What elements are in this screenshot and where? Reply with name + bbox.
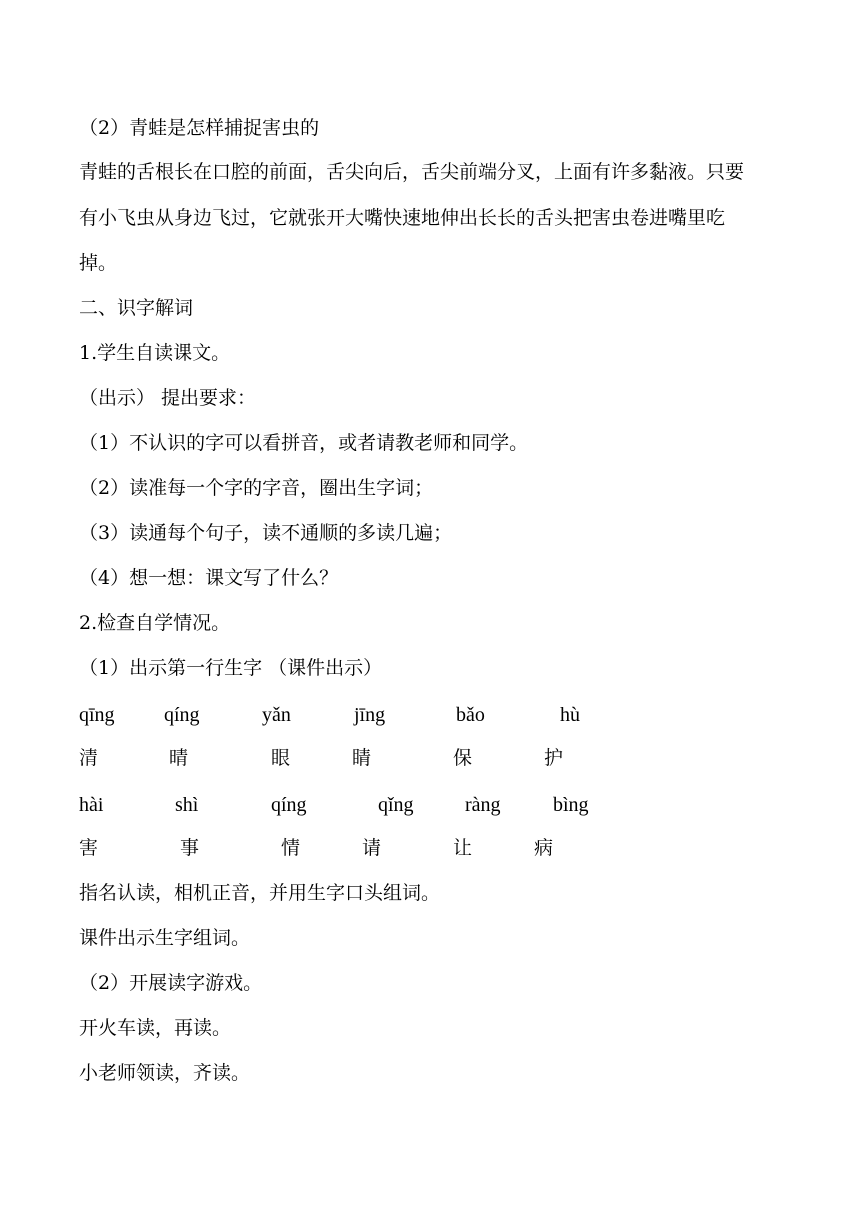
- pinyin-cell: ràng: [465, 794, 501, 816]
- instruction-read-by-name: 指名认读，相机正音，并用生字口头组词。: [79, 882, 441, 904]
- pinyin-cell: yǎn: [262, 704, 291, 726]
- character-cell: 护: [544, 747, 564, 769]
- pinyin-cell: qīng: [79, 704, 115, 726]
- character-cell: 眼: [271, 747, 291, 769]
- character-cell: 睛: [352, 747, 372, 769]
- instruction-train-reading: 开火车读，再读。: [79, 1017, 232, 1039]
- character-cell: 害: [79, 837, 99, 859]
- pinyin-cell: hài: [79, 794, 104, 816]
- character-cell: 请: [362, 837, 382, 859]
- instruction-reading-game: （2）开展读字游戏。: [79, 972, 263, 994]
- character-cell: 晴: [169, 747, 189, 769]
- paragraph-line-2: 有小飞虫从身边飞过，它就张开大嘴快速地伸出长长的舌头把害虫卷进嘴里吃: [79, 207, 726, 229]
- pinyin-cell: qǐng: [378, 794, 414, 816]
- pinyin-cell: qíng: [164, 704, 200, 726]
- step-self-reading: 1.学生自读课文。: [79, 342, 231, 364]
- requirement-4: （4）想一想：课文写了什么？: [79, 567, 339, 589]
- paragraph-line-1: 青蛙的舌根长在口腔的前面，舌尖向后，舌尖前端分叉，上面有许多黏液。只要: [79, 161, 745, 183]
- step-check-self-study: 2.检查自学情况。: [79, 612, 231, 634]
- pinyin-cell: qíng: [271, 794, 307, 816]
- paragraph-line-3: 掉。: [79, 252, 118, 274]
- character-cell: 保: [453, 747, 473, 769]
- show-requirements: （出示） 提出要求：: [79, 387, 257, 409]
- show-first-row: （1）出示第一行生字 （课件出示）: [79, 657, 383, 679]
- requirement-3: （3）读通每个句子，读不通顺的多读几遍；: [79, 522, 453, 544]
- pinyin-cell: bìng: [553, 794, 589, 816]
- requirement-1: （1）不认识的字可以看拼音，或者请教老师和同学。: [79, 432, 529, 454]
- character-cell: 情: [281, 837, 301, 859]
- instruction-courseware: 课件出示生字组词。: [79, 927, 251, 949]
- requirement-2: （2）读准每一个字的字音，圈出生字词；: [79, 477, 434, 499]
- pinyin-cell: jīng: [354, 704, 386, 726]
- instruction-teacher-led: 小老师领读，齐读。: [79, 1062, 251, 1084]
- pinyin-cell: bǎo: [456, 704, 485, 726]
- pinyin-cell: hù: [560, 704, 580, 726]
- character-cell: 清: [79, 747, 99, 769]
- section-heading-literacy: 二、识字解词: [79, 297, 194, 319]
- subheading-frog-catching: （2）青蛙是怎样捕捉害虫的: [79, 117, 320, 139]
- character-cell: 病: [534, 837, 554, 859]
- character-cell: 事: [180, 837, 200, 859]
- pinyin-cell: shì: [175, 794, 199, 816]
- character-cell: 让: [453, 837, 473, 859]
